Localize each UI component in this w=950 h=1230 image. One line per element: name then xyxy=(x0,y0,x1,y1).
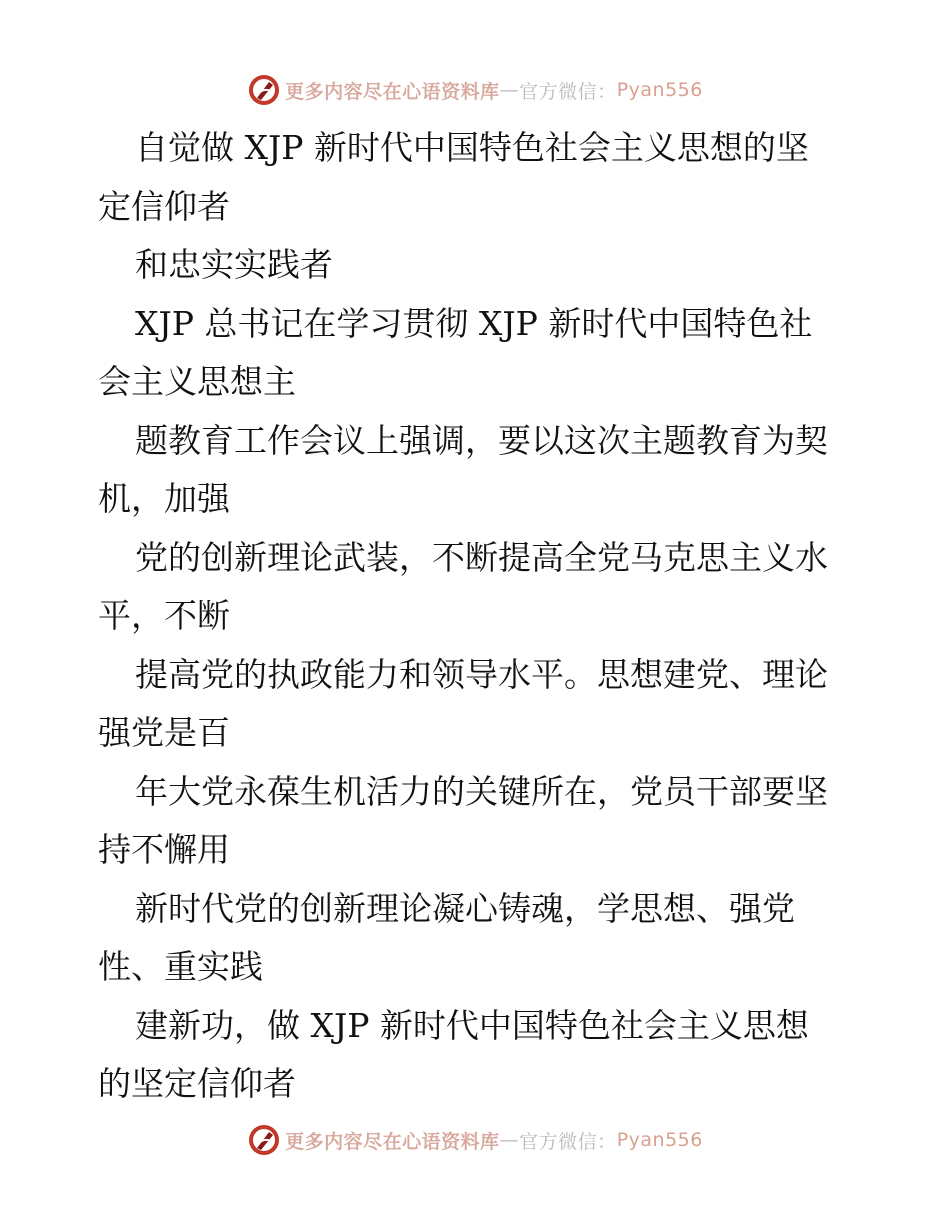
text-line: 持不懈用 xyxy=(98,830,230,869)
footer-banner xyxy=(0,1120,950,1160)
text-line: 自觉做 XJP 新时代中国特色社会主义思想的坚 xyxy=(135,128,809,167)
text-line: 和忠实实践者 xyxy=(135,245,333,284)
text-line: 强党是百 xyxy=(98,713,230,752)
logo-icon xyxy=(247,73,281,107)
header-brand-text: 更多内容尽在心语资料库 xyxy=(285,80,500,103)
text-line: 会主义思想主 xyxy=(98,362,296,401)
text-line: 的坚定信仰者 xyxy=(98,1064,296,1103)
document-body xyxy=(98,119,858,1114)
text-line: 提高党的执政能力和领导水平。思想建党、理论 xyxy=(135,654,828,694)
footer-wechat-label: 官方微信： xyxy=(519,1130,617,1153)
footer-separator: — xyxy=(499,1129,520,1151)
text-line: 定信仰者 xyxy=(98,186,230,226)
footer-brand-text: 更多内容尽在心语资料库 xyxy=(285,1130,500,1153)
header-wechat-label: 官方微信： xyxy=(519,80,617,103)
header-wechat-id: Pyan556 xyxy=(616,79,703,101)
text-line: 机，加强 xyxy=(98,479,230,518)
header-separator: — xyxy=(499,79,520,101)
header-banner xyxy=(0,70,950,110)
logo-icon xyxy=(247,1123,281,1157)
footer-wechat-id: Pyan556 xyxy=(616,1129,703,1151)
text-line: 建新功，做 XJP 新时代中国特色社会主义思想 xyxy=(135,1005,809,1045)
text-line: 平，不断 xyxy=(98,596,230,635)
text-line: 性、重实践 xyxy=(98,947,263,986)
text-line: 年大党永葆生机活力的关键所在，党员干部要坚 xyxy=(135,771,828,811)
text-line: 党的创新理论武装，不断提高全党马克思主义水 xyxy=(135,537,828,577)
text-line: XJP 总书记在学习贯彻 XJP 新时代中国特色社 xyxy=(135,303,813,343)
text-line: 新时代党的创新理论凝心铸魂，学思想、强党 xyxy=(135,888,795,928)
text-line: 题教育工作会议上强调，要以这次主题教育为契 xyxy=(135,420,828,460)
